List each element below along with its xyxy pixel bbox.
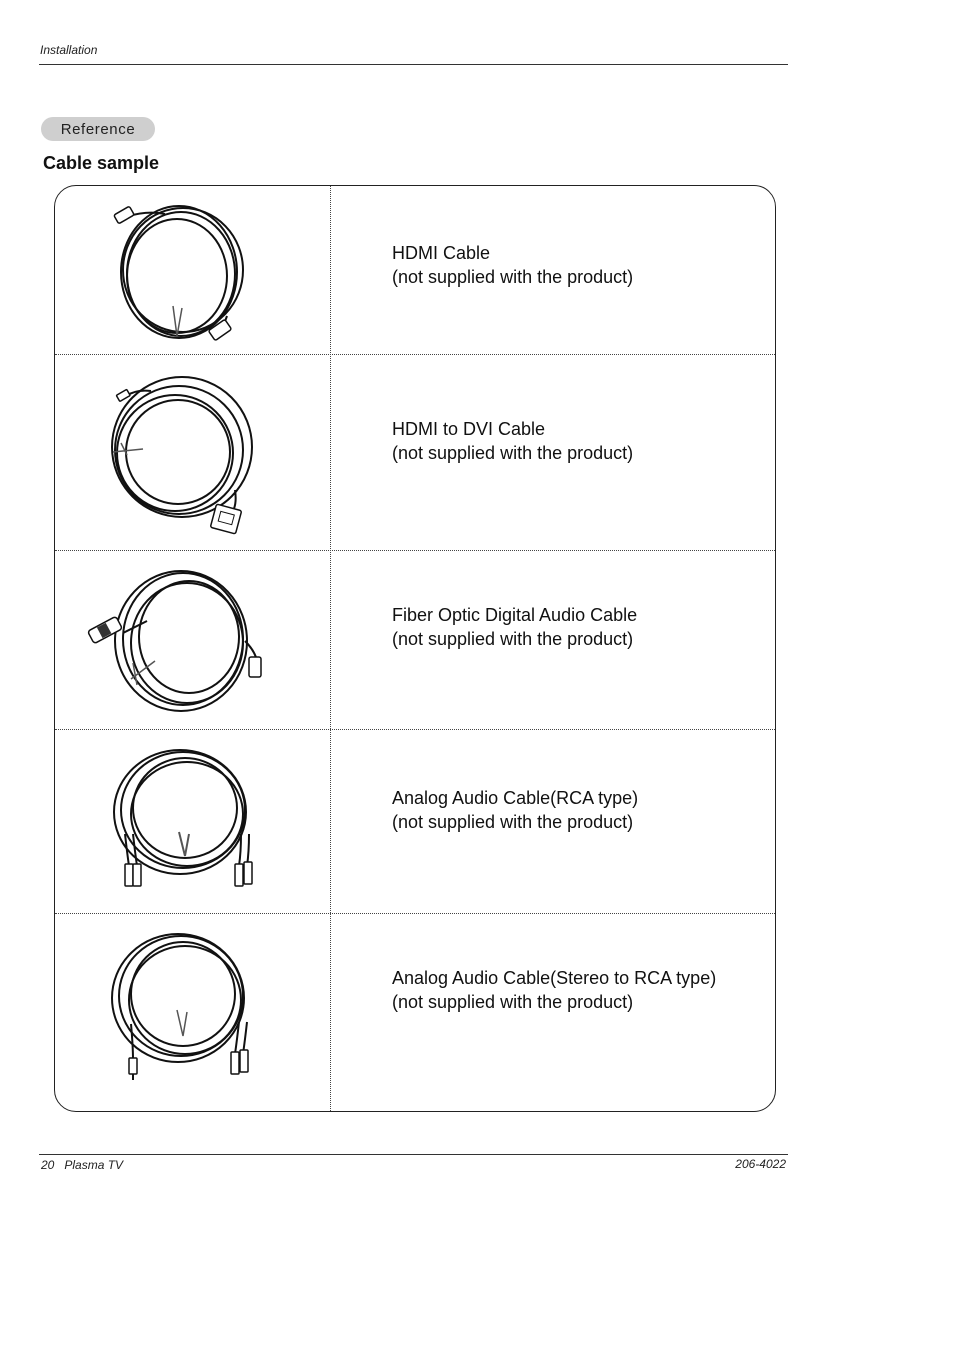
cable-name: Analog Audio Cable(RCA type) bbox=[392, 788, 639, 808]
rca-audio-cable-icon bbox=[55, 730, 330, 913]
cable-table bbox=[54, 185, 776, 1112]
cable-row-hdmi-to-dvi bbox=[55, 355, 775, 551]
cable-row-fiber-optic bbox=[55, 551, 775, 730]
doc-code: 206-4022 bbox=[735, 1157, 786, 1171]
header-section-label: Installation bbox=[40, 43, 98, 57]
cable-name: Analog Audio Cable(Stereo to RCA type) bbox=[392, 968, 717, 988]
hdmi-to-dvi-cable-icon bbox=[55, 355, 330, 550]
header-rule bbox=[39, 64, 788, 65]
cable-row-stereo-to-rca bbox=[55, 914, 775, 1112]
hdmi-cable-icon bbox=[55, 186, 330, 354]
footer-rule bbox=[39, 1154, 788, 1155]
fiber-optic-cable-icon bbox=[55, 551, 330, 729]
cable-name: Fiber Optic Digital Audio Cable bbox=[392, 605, 638, 625]
cable-note: (not supplied with the product) bbox=[392, 443, 634, 463]
cable-note: (not supplied with the product) bbox=[392, 629, 634, 649]
reference-badge: Reference bbox=[41, 117, 155, 141]
section-title: Cable sample bbox=[43, 153, 160, 173]
cable-note: (not supplied with the product) bbox=[392, 267, 634, 287]
cable-row-rca bbox=[55, 730, 775, 914]
footer-page-info bbox=[41, 1158, 123, 1172]
cable-name: HDMI to DVI Cable bbox=[392, 419, 546, 439]
cable-note: (not supplied with the product) bbox=[392, 992, 634, 1012]
cable-note: (not supplied with the product) bbox=[392, 812, 634, 832]
cable-name: HDMI Cable bbox=[392, 243, 491, 263]
product-name: Plasma TV bbox=[64, 1158, 124, 1172]
stereo-to-rca-cable-icon bbox=[55, 914, 330, 1112]
cable-row-hdmi bbox=[55, 186, 775, 355]
page-number: 20 bbox=[41, 1158, 55, 1172]
